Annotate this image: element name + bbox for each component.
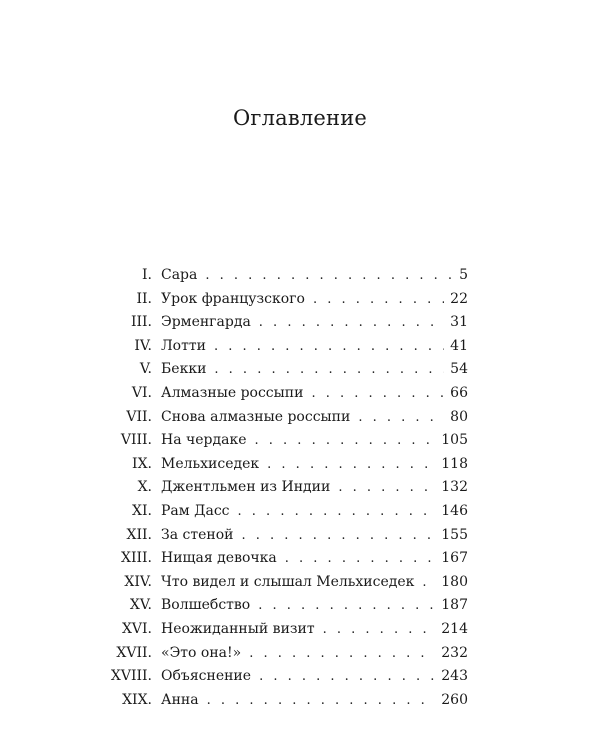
chapter-number: V. [139, 361, 152, 378]
chapter-title: Нищая девочка [161, 550, 277, 567]
dot-leader [311, 382, 444, 406]
chapter-title: Бекки [161, 361, 207, 378]
chapter-title: Снова алмазные россыпи [161, 408, 351, 425]
dot-leader [241, 524, 435, 548]
chapter-number: VII. [126, 408, 152, 425]
page-number: 105 [441, 432, 468, 449]
toc-entry [0, 476, 600, 500]
chapter-title: Урок французского [161, 290, 305, 307]
page-number: 118 [441, 455, 468, 472]
chapter-title: Джентльмен из Индии [161, 479, 331, 496]
dot-leader [238, 500, 436, 524]
page-number: 41 [450, 337, 468, 354]
chapter-number: XIX. [122, 691, 152, 708]
chapter-number: VI. [131, 384, 152, 401]
toc-entry [0, 618, 600, 642]
page-number: 180 [441, 573, 468, 590]
chapter-number: X. [137, 479, 152, 496]
toc-entry [0, 642, 600, 666]
page-title: Оглавление [232, 106, 368, 131]
chapter-number: XIV. [124, 573, 152, 590]
dot-leader [214, 358, 444, 382]
dot-leader [249, 642, 435, 666]
chapter-number: IX. [132, 455, 152, 472]
toc-entry [0, 288, 600, 312]
page-number: 5 [459, 267, 468, 283]
chapter-number: XII. [126, 526, 152, 543]
chapter-title: Анна [161, 691, 199, 708]
chapter-number: XVII. [116, 644, 152, 661]
page-number: 80 [450, 408, 468, 425]
toc-entry [0, 406, 600, 430]
toc-entry [0, 547, 600, 571]
chapter-title: Алмазные россыпи [161, 384, 304, 401]
chapter-number: I. [142, 267, 152, 283]
chapter-number: III. [130, 314, 152, 331]
chapter-title: Мельхиседек [161, 455, 260, 472]
page-number: 132 [441, 479, 468, 496]
dot-leader [285, 547, 436, 571]
chapter-title: Сара [161, 267, 198, 283]
page-number: 260 [441, 691, 468, 708]
toc-entry [0, 264, 600, 288]
chapter-number: XIII. [120, 550, 152, 567]
chapter-number: IV. [134, 337, 152, 354]
toc-entry [0, 665, 600, 689]
page-number: 155 [441, 526, 468, 543]
page-number: 66 [450, 384, 468, 401]
chapter-title: За стеной [161, 526, 234, 543]
chapter-number: XV. [129, 597, 152, 614]
page-number: 146 [441, 502, 468, 519]
dot-leader [205, 264, 453, 288]
toc-entry [0, 335, 600, 359]
chapter-title: Неожиданный визит [161, 620, 315, 637]
toc-entry [0, 571, 600, 595]
toc-entry [0, 689, 600, 713]
dot-leader [338, 476, 435, 500]
chapter-number: XI. [132, 502, 152, 519]
chapter-title: Волшебство [161, 597, 251, 614]
chapter-number: II. [136, 290, 152, 307]
chapter-number: VIII. [120, 432, 152, 449]
dot-leader [255, 429, 436, 453]
toc-entry [0, 429, 600, 453]
dot-leader [323, 618, 436, 642]
chapter-number: XVIII. [110, 668, 152, 685]
page-number: 22 [450, 290, 468, 307]
chapter-title: Эрменгарда [161, 314, 251, 331]
dot-leader [259, 665, 435, 689]
dot-leader [258, 594, 435, 618]
dot-leader [259, 311, 444, 335]
chapter-title: На чердаке [161, 432, 247, 449]
dot-leader [313, 288, 444, 312]
dot-leader [422, 571, 435, 595]
chapter-number: XVI. [121, 620, 152, 637]
page-number: 187 [441, 597, 468, 614]
toc-entry [0, 358, 600, 382]
toc-entry [0, 382, 600, 406]
page-number: 232 [441, 644, 468, 661]
table-of-contents [0, 264, 600, 712]
page-number: 54 [450, 361, 468, 378]
page-number: 243 [441, 668, 468, 685]
toc-entry [0, 500, 600, 524]
dot-leader [214, 335, 444, 359]
toc-entry [0, 311, 600, 335]
dot-leader [207, 689, 436, 713]
page-number: 214 [441, 620, 468, 637]
page-number: 31 [450, 314, 468, 331]
dot-leader [358, 406, 444, 430]
chapter-title: Объяснение [161, 668, 252, 685]
chapter-title: Что видел и слышал Мельхиседек [161, 573, 415, 590]
page-number: 167 [441, 550, 468, 567]
dot-leader [267, 453, 435, 477]
chapter-title: Лотти [161, 337, 206, 354]
toc-entry [0, 594, 600, 618]
chapter-title: «Это она!» [161, 644, 242, 661]
toc-entry [0, 524, 600, 548]
toc-entry [0, 453, 600, 477]
chapter-title: Рам Дасс [161, 502, 230, 519]
